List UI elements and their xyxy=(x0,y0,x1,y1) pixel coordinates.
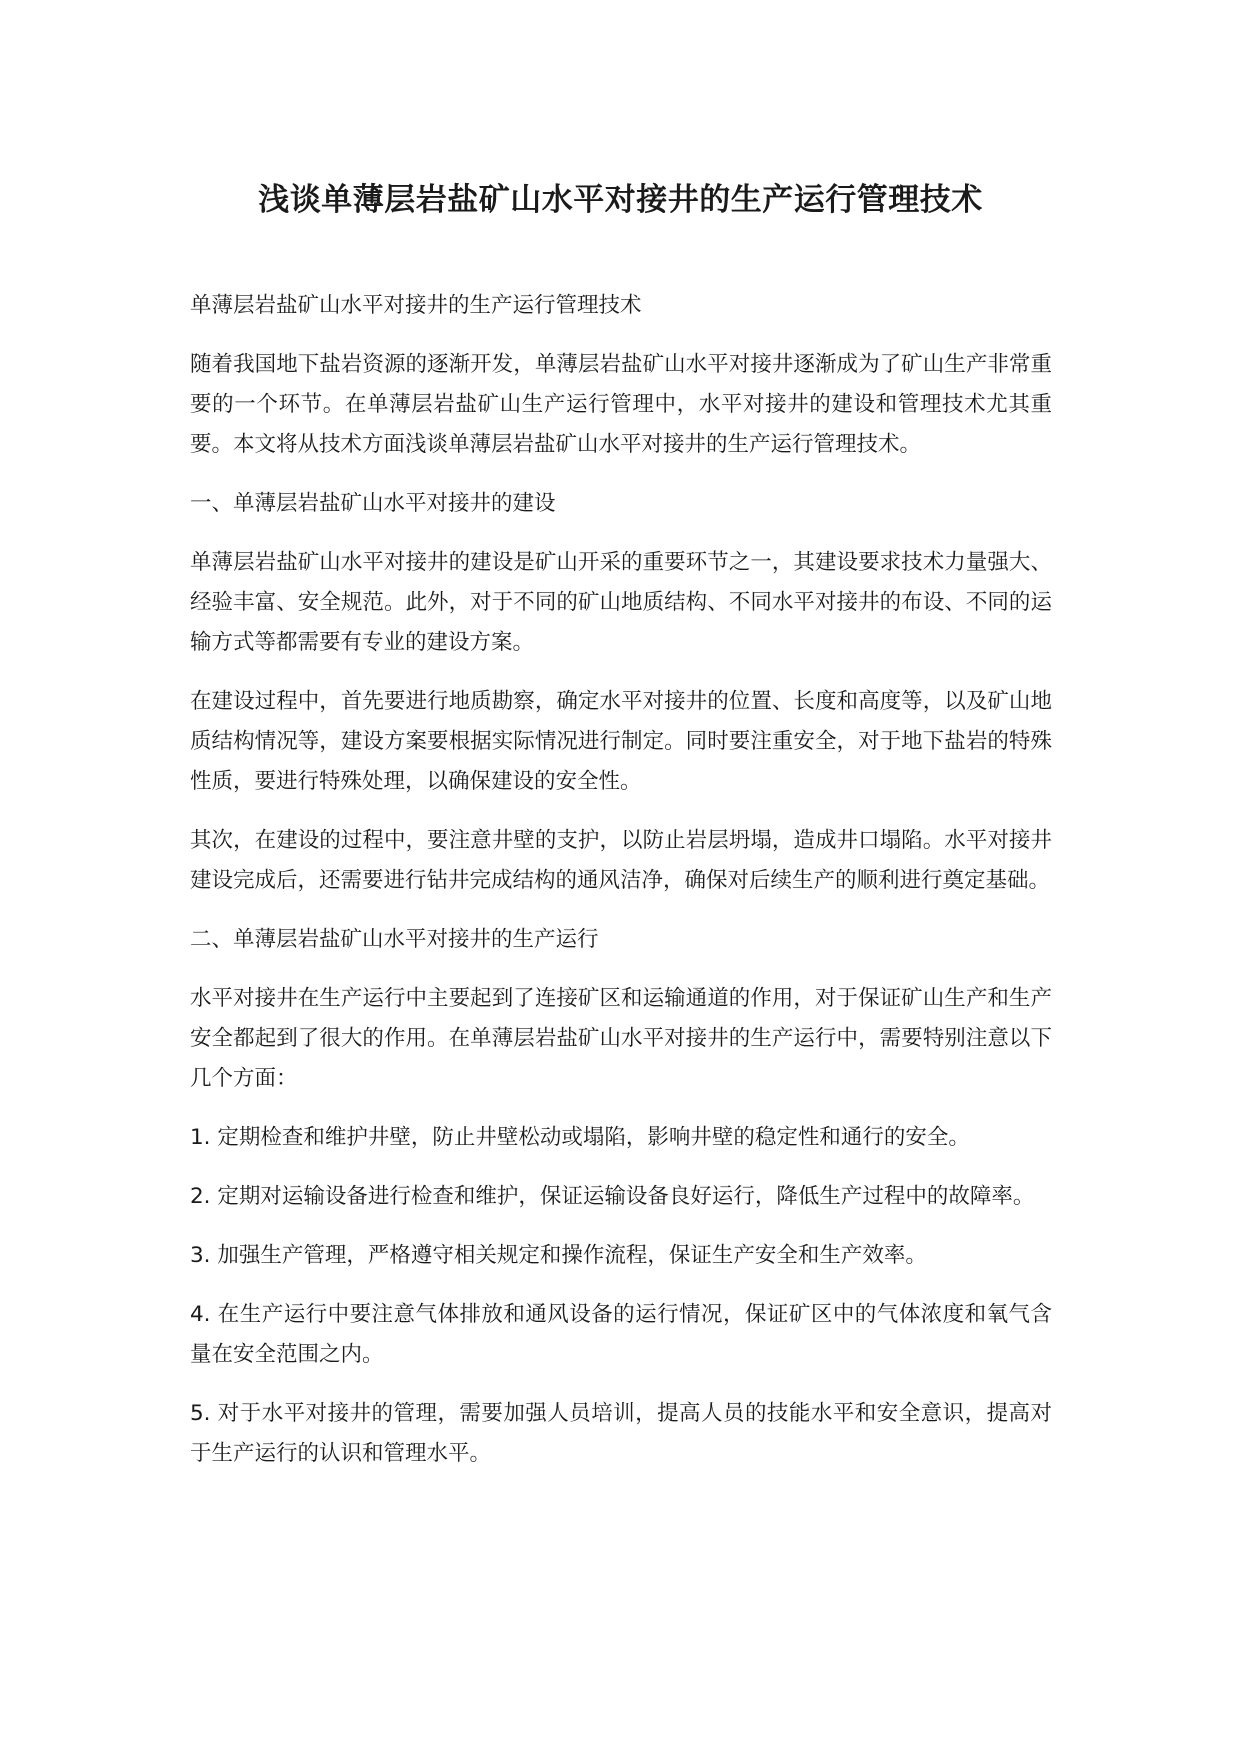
construction-paragraph-1: 单薄层岩盐矿山水平对接井的建设是矿山开采的重要环节之一，其建设要求技术力量强大、经验丰富、安全规范。此外，对于不同的矿山地质结构、不同水平对接井的布设、不同的运输方式等都需要有专业的建设方案。 xyxy=(190,550,1052,655)
document-body xyxy=(190,286,1052,1493)
list-item-4: 4. 在生产运行中要注意气体排放和通风设备的运行情况，保证矿区中的气体浓度和氧气含量在安全范围之内。 xyxy=(190,1302,1052,1367)
list-item-3: 3. 加强生产管理，严格遵守相关规定和操作流程，保证生产安全和生产效率。 xyxy=(190,1243,927,1268)
list-item-1: 1. 定期检查和维护井壁，防止井壁松动或塌陷，影响井壁的稳定性和通行的安全。 xyxy=(190,1125,970,1150)
list-item-5: 5. 对于水平对接井的管理，需要加强人员培训，提高人员的技能水平和安全意识，提高对于生产运行的认识和管理水平。 xyxy=(190,1401,1052,1466)
operation-paragraph: 水平对接井在生产运行中主要起到了连接矿区和运输通道的作用，对于保证矿山生产和生产安全都起到了很大的作用。在单薄层岩盐矿山水平对接井的生产运行中，需要特别注意以下几个方面： xyxy=(190,986,1052,1091)
subtitle-paragraph: 单薄层岩盐矿山水平对接井的生产运行管理技术 xyxy=(190,293,642,318)
section-heading-operation: 二、单薄层岩盐矿山水平对接井的生产运行 xyxy=(190,927,599,952)
construction-paragraph-2: 在建设过程中，首先要进行地质勘察，确定水平对接井的位置、长度和高度等，以及矿山地质结构情况等，建设方案要根据实际情况进行制定。同时要注重安全，对于地下盐岩的特殊性质，要进行特殊处理，以确保建设的安全性。 xyxy=(190,689,1052,794)
construction-paragraph-3: 其次，在建设的过程中，要注意井壁的支护，以防止岩层坍塌，造成井口塌陷。水平对接井建设完成后，还需要进行钻井完成结构的通风洁净，确保对后续生产的顺利进行奠定基础。 xyxy=(190,828,1052,893)
document-title: 浅谈单薄层岩盐矿山水平对接井的生产运行管理技术 xyxy=(258,182,983,218)
list-item-2: 2. 定期对运输设备进行检查和维护，保证运输设备良好运行，降低生产过程中的故障率。 xyxy=(190,1184,1035,1209)
intro-paragraph: 随着我国地下盐岩资源的逐渐开发，单薄层岩盐矿山水平对接井逐渐成为了矿山生产非常重要的一个环节。在单薄层岩盐矿山生产运行管理中，水平对接井的建设和管理技术尤其重要。本文将从技术方面浅谈单薄层岩盐矿山水平对接井的生产运行管理技术。 xyxy=(190,352,1052,457)
section-heading-construction: 一、单薄层岩盐矿山水平对接井的建设 xyxy=(190,491,556,516)
